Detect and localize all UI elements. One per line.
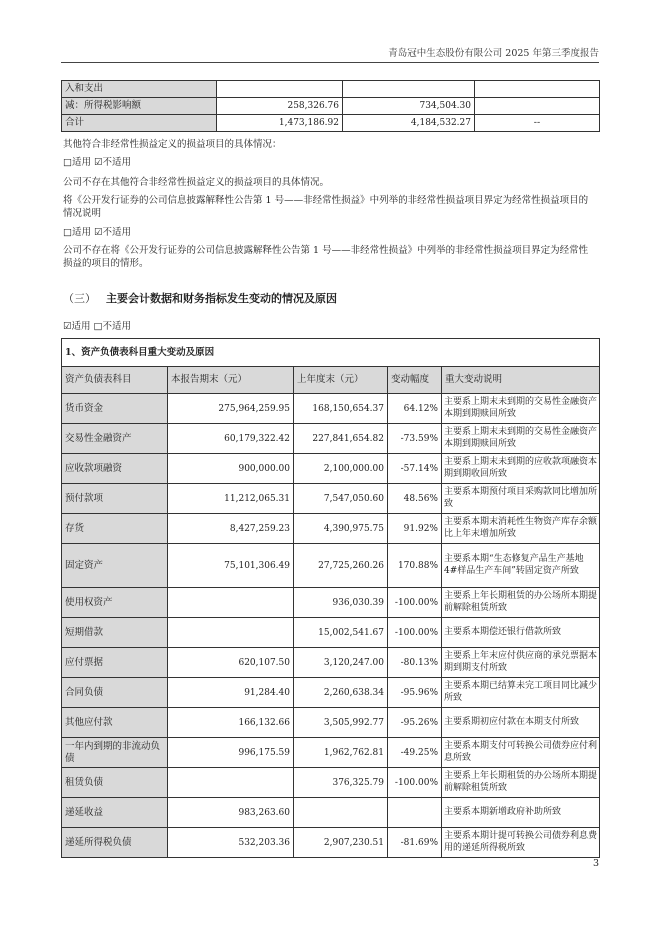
table-row xyxy=(62,798,600,828)
current-period-value: 532,203.36 xyxy=(168,828,294,858)
section-heading xyxy=(63,290,337,306)
applicability-checkbox: □适用 ☑不适用 xyxy=(63,157,132,168)
row-item: 使用权资产 xyxy=(62,588,168,618)
table-row xyxy=(62,98,600,115)
change-reason: 主要系上年长期租赁的办公场所本期提前解除租赁所致 xyxy=(442,768,600,798)
table-row xyxy=(62,648,600,678)
change-percent: -81.69% xyxy=(388,828,442,858)
table-row xyxy=(62,828,600,858)
note xyxy=(475,98,600,115)
row-item: 租赁负债 xyxy=(62,768,168,798)
non-recurring-table xyxy=(61,80,600,132)
change-reason: 主要系本期已结算未完工项目同比减少所致 xyxy=(442,678,600,708)
prior-year-value: 2,907,230.51 xyxy=(294,828,388,858)
table-row xyxy=(62,618,600,648)
change-reason: 主要系本期新增政府补助所致 xyxy=(442,798,600,828)
change-reason: 主要系上期末未到期的应收款项融资本期到期收回所致 xyxy=(442,454,600,484)
row-item: 预付款项 xyxy=(62,484,168,514)
change-reason: 主要系上年末应付供应商的承兑票据本期到期支付所致 xyxy=(442,648,600,678)
table-row xyxy=(62,484,600,514)
row-label: 入和支出 xyxy=(62,81,217,98)
ytd-value xyxy=(343,81,475,98)
paragraph: 公司不存在其他符合非经常性损益定义的损益项目的具体情况。 xyxy=(63,177,330,188)
change-reason: 主要系本期偿还银行借款所致 xyxy=(442,618,600,648)
prior-year-value: 1,962,762.81 xyxy=(294,738,388,768)
change-percent: 64.12% xyxy=(388,394,442,424)
prior-year-value: 227,841,654.82 xyxy=(294,424,388,454)
prior-year-value xyxy=(294,798,388,828)
table-row xyxy=(62,115,600,132)
table-row xyxy=(62,394,600,424)
row-item: 递延所得税负债 xyxy=(62,828,168,858)
current-period-value: 60,179,322.42 xyxy=(168,424,294,454)
row-item: 应付票据 xyxy=(62,648,168,678)
change-reason: 主要系上期末未到期的交易性金融资产本期到期赎回所致 xyxy=(442,424,600,454)
note xyxy=(475,81,600,98)
current-period-value: 620,107.50 xyxy=(168,648,294,678)
ytd-value: 734,504.30 xyxy=(343,98,475,115)
prior-year-value: 936,030.39 xyxy=(294,588,388,618)
applicability-checkbox: □适用 ☑不适用 xyxy=(63,227,132,238)
row-item: 合同负债 xyxy=(62,678,168,708)
change-percent: -57.14% xyxy=(388,454,442,484)
change-percent: -73.59% xyxy=(388,424,442,454)
prior-year-value: 2,260,638.34 xyxy=(294,678,388,708)
table-row xyxy=(62,588,600,618)
change-reason: 主要系本期预付项目采购款同比增加所致 xyxy=(442,484,600,514)
applicability-checkbox: ☑适用 □不适用 xyxy=(63,321,132,332)
table-row xyxy=(62,81,600,98)
change-percent: -95.26% xyxy=(388,708,442,738)
current-period-value xyxy=(168,618,294,648)
row-item: 递延收益 xyxy=(62,798,168,828)
table-row xyxy=(62,768,600,798)
change-reason: 主要系上期末未到期的交易性金融资产本期到期赎回所致 xyxy=(442,394,600,424)
row-item: 其他应付款 xyxy=(62,708,168,738)
change-percent: -100.00% xyxy=(388,618,442,648)
change-percent xyxy=(388,798,442,828)
change-reason: 主要系期初应付款在本期支付所致 xyxy=(442,708,600,738)
prior-year-value: 7,547,050.60 xyxy=(294,484,388,514)
prior-year-value: 4,390,975.75 xyxy=(294,514,388,544)
header-rule xyxy=(61,62,599,63)
current-period-value: 11,212,065.31 xyxy=(168,484,294,514)
row-item: 一年内到期的非流动负债 xyxy=(62,738,168,768)
current-period-value: 983,263.60 xyxy=(168,798,294,828)
change-percent: -100.00% xyxy=(388,768,442,798)
change-reason: 主要系本期“生态修复产品生产基地 4#样品生产车间”转固定资产所致 xyxy=(442,544,600,588)
table-row xyxy=(62,544,600,588)
table-title: 1、资产负债表科目重大变动及原因 xyxy=(62,339,600,367)
section-title: 主要会计数据和财务指标发生变动的情况及原因 xyxy=(106,292,337,305)
table-row xyxy=(62,454,600,484)
table-row xyxy=(62,678,600,708)
column-header: 变动幅度 xyxy=(388,367,442,394)
row-item: 存货 xyxy=(62,514,168,544)
change-reason: 主要系本期计提可转换公司债券利息费用的递延所得税所致 xyxy=(442,828,600,858)
current-period-value xyxy=(168,768,294,798)
note: -- xyxy=(475,115,600,132)
row-item: 货币资金 xyxy=(62,394,168,424)
paragraph: 公司不存在将《公开发行证券的公司信息披露解释性公告第 1 号——非经常性损益》中列举的非经常性损益项目界定为经常性损益的项目的情形。 xyxy=(63,245,589,269)
row-item: 交易性金融资产 xyxy=(62,424,168,454)
row-label: 合计 xyxy=(62,115,217,132)
current-value: 1,473,186.92 xyxy=(217,115,343,132)
balance-sheet-changes-table xyxy=(61,338,600,858)
change-reason: 主要系本期支付可转换公司债券应付利息所致 xyxy=(442,738,600,768)
row-label: 减：所得税影响额 xyxy=(62,98,217,115)
paragraph: 其他符合非经常性损益定义的损益项目的具体情况： xyxy=(63,139,282,150)
column-header: 上年度末（元） xyxy=(294,367,388,394)
prior-year-value: 168,150,654.37 xyxy=(294,394,388,424)
current-period-value: 91,284.40 xyxy=(168,678,294,708)
column-header: 重大变动说明 xyxy=(442,367,600,394)
column-header: 本报告期末（元） xyxy=(168,367,294,394)
prior-year-value: 3,120,247.00 xyxy=(294,648,388,678)
current-period-value: 166,132.66 xyxy=(168,708,294,738)
table-title-row xyxy=(62,339,600,367)
table-row xyxy=(62,514,600,544)
current-period-value: 996,175.59 xyxy=(168,738,294,768)
table-row xyxy=(62,738,600,768)
table-row xyxy=(62,708,600,738)
change-percent: -95.96% xyxy=(388,678,442,708)
change-percent: -100.00% xyxy=(388,588,442,618)
current-value: 258,326.76 xyxy=(217,98,343,115)
change-percent: -49.25% xyxy=(388,738,442,768)
row-item: 短期借款 xyxy=(62,618,168,648)
table-header-row xyxy=(62,367,600,394)
current-period-value: 75,101,306.49 xyxy=(168,544,294,588)
change-percent: 170.88% xyxy=(388,544,442,588)
change-percent: 48.56% xyxy=(388,484,442,514)
row-item: 应收款项融资 xyxy=(62,454,168,484)
change-percent: 91.92% xyxy=(388,514,442,544)
current-period-value xyxy=(168,588,294,618)
change-reason: 主要系上年长期租赁的办公场所本期提前解除租赁所致 xyxy=(442,588,600,618)
table-row xyxy=(62,424,600,454)
current-value xyxy=(217,81,343,98)
prior-year-value: 15,002,541.67 xyxy=(294,618,388,648)
prior-year-value: 27,725,260.26 xyxy=(294,544,388,588)
prior-year-value: 2,100,000.00 xyxy=(294,454,388,484)
page-number: 3 xyxy=(592,858,599,869)
row-item: 固定资产 xyxy=(62,544,168,588)
section-number: （三） xyxy=(63,292,96,305)
ytd-value: 4,184,532.27 xyxy=(343,115,475,132)
change-percent: -80.13% xyxy=(388,648,442,678)
change-reason: 主要系本期末消耗性生物资产库存余额比上年末增加所致 xyxy=(442,514,600,544)
prior-year-value: 376,325.79 xyxy=(294,768,388,798)
column-header: 资产负债表科目 xyxy=(62,367,168,394)
prior-year-value: 3,505,992.77 xyxy=(294,708,388,738)
current-period-value: 900,000.00 xyxy=(168,454,294,484)
current-period-value: 8,427,259.23 xyxy=(168,514,294,544)
paragraph: 将《公开发行证券的公司信息披露解释性公告第 1 号——非经常性损益》中列举的非经常性损益项目界定为经常性损益项目的情况说明 xyxy=(63,195,589,219)
report-header: 青岛冠中生态股份有限公司 2025 年第三季度报告 xyxy=(388,48,599,59)
current-period-value: 275,964,259.95 xyxy=(168,394,294,424)
